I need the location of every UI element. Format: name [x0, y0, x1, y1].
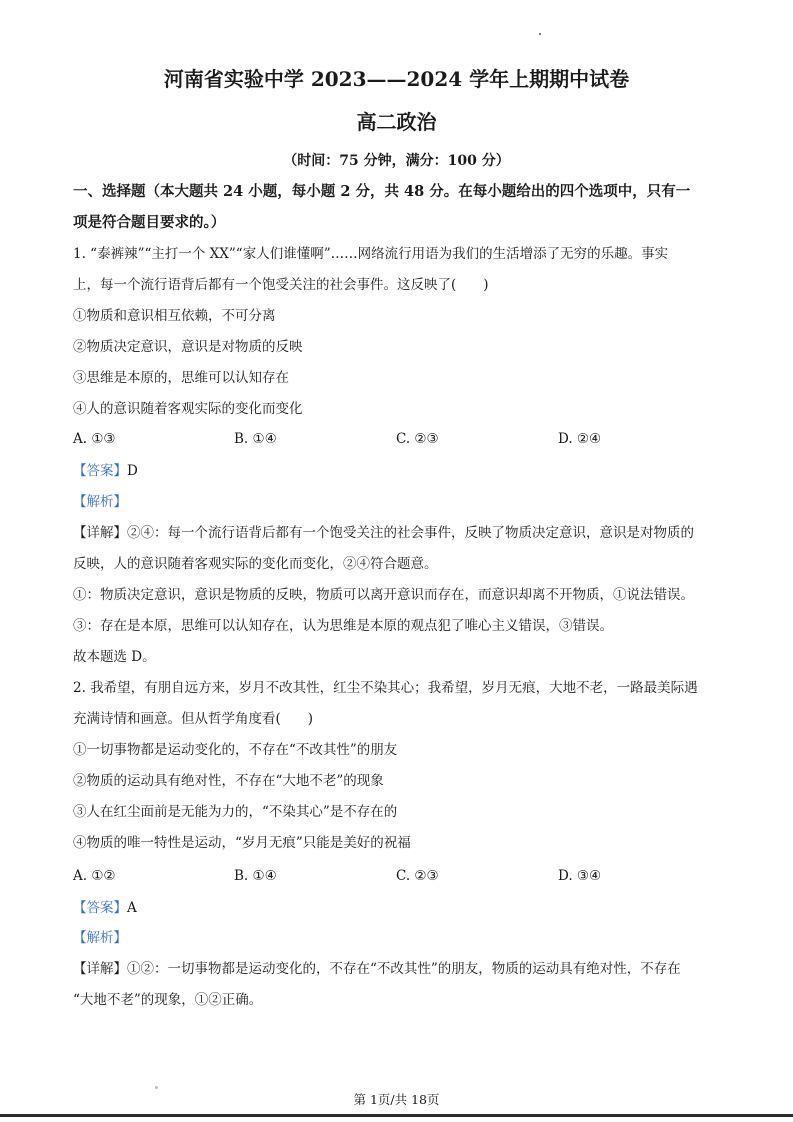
- q1-option-b: B. ①④: [234, 431, 277, 447]
- q2-option-b: B. ①④: [234, 868, 277, 884]
- q1-answer: [73, 461, 138, 481]
- decorative-dot: [539, 33, 541, 35]
- q2-option-d: D. ③④: [558, 868, 602, 884]
- q2-detail-line1: 【详解】①②：一切事物都是运动变化的，不存在“不改其性”的朋友，物质的运动具有绝对性，不存在: [73, 961, 681, 977]
- q1-detail-line3: ①：物质决定意识，意识是物质的反映，物质可以离开意识而存在，而意识却离不开物质，①说法错误。: [73, 587, 694, 603]
- subject-title: 高二政治: [356, 110, 437, 134]
- q1-detail-line2: 反映，人的意识随着客观实际的变化而变化，②④符合题意。: [73, 556, 438, 572]
- detail-tag: 【详解】: [73, 525, 127, 541]
- q2-statement-2: ②物质的运动具有绝对性，不存在“大地不老”的现象: [73, 773, 384, 789]
- answer-value: A: [127, 900, 137, 916]
- q2-analysis-tag: 【解析】: [73, 930, 127, 946]
- footer-divider: [0, 1114, 793, 1117]
- q1-detail-line4: ③：存在是本原，思维可以认知存在，认为思维是本原的观点犯了唯心主义错误，③错误。: [73, 618, 613, 634]
- q1-statement-1: ①物质和意识相互依赖，不可分离: [73, 308, 276, 324]
- q2-answer: [73, 898, 137, 918]
- q1-statement-2: ②物质决定意识，意识是对物质的反映: [73, 339, 303, 355]
- q1-option-d: D. ②④: [558, 431, 602, 447]
- q1-statement-4: ④人的意识随着客观实际的变化而变化: [73, 401, 303, 417]
- answer-tag: 【答案】: [73, 900, 127, 916]
- exam-info: （时间：75 分钟，满分：100 分）: [283, 153, 510, 169]
- detail-tag: 【详解】: [73, 961, 127, 977]
- answer-value: D: [127, 463, 138, 479]
- q1-option-a: A. ①③: [73, 431, 116, 447]
- q1-stem-line1: 1. “泰裤辣”“主打一个 XX”“家人们谁懂啊”……网络流行用语为我们的生活增添了无穷的乐趣。事实: [73, 246, 669, 262]
- q2-stem-line1: 2. 我希望，有朋自远方来，岁月不改其性，红尘不染其心；我希望，岁月无痕，大地不老，一路最美际遇: [73, 680, 698, 696]
- q1-analysis-tag: 【解析】: [73, 494, 127, 510]
- q2-statement-3: ③人在红尘面前是无能为力的，“不染其心”是不存在的: [73, 804, 398, 820]
- q1-statement-3: ③思维是本原的，思维可以认知存在: [73, 370, 289, 386]
- exam-title: 河南省实验中学 2023——2024 学年上期期中试卷: [163, 67, 630, 91]
- q1-conclusion: 故本题选 D。: [73, 649, 156, 665]
- q2-statement-4: ④物质的唯一特性是运动，“岁月无痕”只能是美好的祝福: [73, 835, 411, 851]
- q2-option-c: C. ②③: [396, 868, 439, 884]
- section-heading-line2: 项是符合题目要求的。）: [73, 214, 226, 231]
- section-heading-line1: 一、选择题（本大题共 24 小题，每小题 2 分，共 48 分。在每小题给出的四个选项中，只有一: [73, 183, 691, 200]
- q2-detail-line2: “大地不老”的现象，①②正确。: [73, 992, 263, 1008]
- q2-statement-1: ①一切事物都是运动变化的，不存在“不改其性”的朋友: [73, 742, 398, 758]
- q1-option-c: C. ②③: [396, 431, 439, 447]
- answer-tag: 【答案】: [73, 463, 127, 479]
- decorative-dot: [155, 1086, 158, 1089]
- q1-stem-line2: 上，每一个流行语背后都有一个饱受关注的社会事件。这反映了( ): [73, 277, 489, 293]
- q1-detail-line1: 【详解】②④：每一个流行语背后都有一个饱受关注的社会事件，反映了物质决定意识，意识是对物质的: [73, 525, 694, 541]
- page-number: 第 1页/共 18页: [353, 1092, 440, 1107]
- q2-option-a: A. ①②: [73, 868, 116, 884]
- q2-stem-line2: 充满诗情和画意。但从哲学角度看( ): [73, 711, 314, 727]
